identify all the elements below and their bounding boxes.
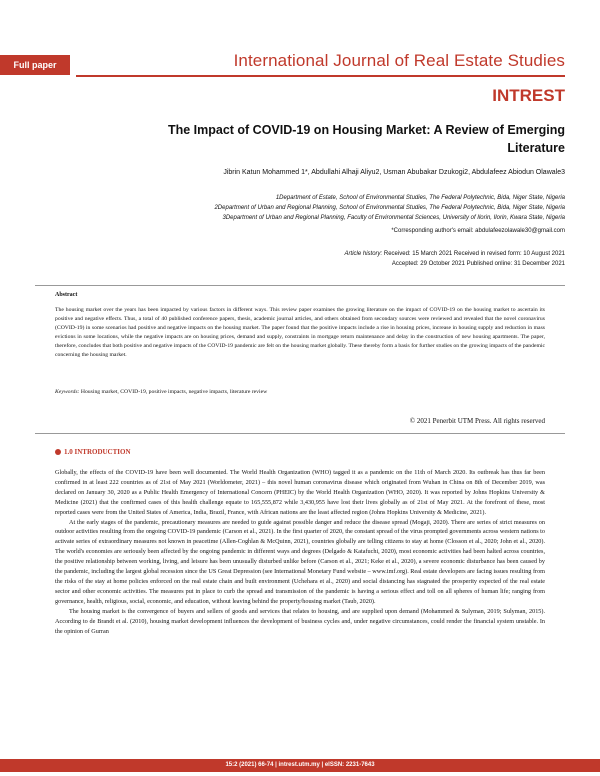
divider [35, 433, 565, 434]
abstract-heading: Abstract [55, 292, 78, 298]
journal-acronym: INTREST [492, 86, 565, 105]
page-footer: 15:2 (2021) 66-74 | intrest.utm.my | eISSN: 2231-7643 [0, 759, 600, 772]
abstract-text: The housing market over the years has been impacted by various factors in different ways. This review paper examines the growing literature on the impact of COVID-19 on the housing market to ascertain its positive and negative effects. Thus, a total of 40 published conference papers, thesis, academic journal articles, and others obtained from secondary sources were reviewed and revealed that the novel coronavirus (COVID-19) in some scenarios had positive and negative impacts on the housing market. The paper found that the positive impacts include a rise in housing prices, increase in housing supply and reduction in mass evictions in some locations, while the negative impacts are on housing prices, demand and supply, constraints in mortgage return maintenance and delay in the construction of new housing apartments. The paper, therefore, concludes that both positive and negative impacts of the COVID-19 pandemic are felt on the housing market globally. These thereby form a basis for further studies on the growing impacts of the pandemic concerning the housing market. [55, 307, 545, 358]
author-list: Jibrin Katun Mohammed 1*, Abdullahi Alhaji Aliyu2, Usman Abubakar Dzukogi2, Abdulafeez Abiodun Olawale3 [223, 169, 565, 176]
keywords [55, 389, 545, 395]
divider [35, 285, 565, 286]
copyright: © 2021 Penerbit UTM Press. All rights reserved [409, 417, 545, 425]
body-text [55, 468, 545, 636]
affiliation-1: 1Department of Estate, School of Environmental Studies, The Federal Polytechnic, Bida, Niger State, Nigeria [275, 195, 565, 201]
keywords-text: Housing market, COVID-19, positive impacts, negative impacts, literature review [80, 389, 268, 395]
affiliations [25, 193, 565, 223]
affiliation-2: 2Department of Urban and Regional Planning, School of Environmental Studies, The Federal Polytechnic, Bida, Niger State, Nigeria [214, 205, 565, 211]
bullet-icon [55, 449, 61, 455]
paper-title: The Impact of COVID-19 on Housing Market: A Review of Emerging Literature [167, 123, 565, 155]
section-title: 1.0 INTRODUCTION [64, 448, 131, 456]
article-history [25, 249, 565, 269]
history-line-2: Accepted: 29 October 2021 Published online: 31 December 2021 [391, 261, 565, 267]
history-line-1: Received: 15 March 2021 Received in revised form: 10 August 2021 [383, 251, 565, 257]
history-label: Article history: [344, 251, 383, 257]
journal-title: International Journal of Real Estate Studies [233, 51, 565, 70]
paragraph: Globally, the effects of the COVID-19 have been well documented. The World Health Organization (WHO) tagged it as a pandemic on the 11th of March 2020. Its outbreak has thus far been confirmed in at least 222 countries as of 21st of May 2021 (Worldometer, 2021) – this novel human coronavirus disease which originated from Wuhan in China on 8th of December 2019, was declared on January 30, 2020 as a Public Health Emergency of International Concern (PHEIC) by the World Health Organization (WHO, 2020). It was reported by Johns Hopkins University & Medicine (2021) that the confirmed cases of this health challenge equate to 165,555,872 while 3,430,955 have lost their lives globally as of 21st of May 2021. At the forefront of these, most reported cases were from the United States of America, India, Brazil, France, with African nations are the least affected region (Johns Hopkins University & Medicine, 2021). [55, 469, 545, 516]
affiliation-3: 3Department of Urban and Regional Planning, Faculty of Environmental Sciences, University of Ilorin, Ilorin, Kwara State, Nigeria [222, 215, 565, 221]
section-heading [55, 448, 131, 456]
keywords-label: Keywords: [55, 389, 80, 395]
paragraph: The housing market is the convergence of buyers and sellers of goods and services that relates to housing, and are supplied upon demand (Mohammed & Sulyman, 2019; Sulyman, 2015). According to de Brandt et al. (2010), housing market development influences the development of business cycles and, under negative circumstances, could render the financial system unstable. In the opinion of Gurran [55, 607, 545, 635]
header-rule [76, 75, 565, 77]
corresponding-email: *Corresponding author's email: abdulafeezolawale30@gmail.com [391, 228, 565, 234]
paragraph: At the early stages of the pandemic, precautionary measures are needed to guide against possible danger and reduce the disease spread (Mogaji, 2020). There are series of strict measures on outdoor activities resulting from the ongoing COVID-19 pandemic (Carson et al., 2021). In the first quarter of 2020, the constant spread of the virus prompted governments across western nations to activate series of extraordinary measures not known in peacetime (Allen-Coghlan & McQuinn, 2021), countries globally are telling citizens to stay at home (Closson et al., 2020; John et al., 2020). The world's economies are seriously been affected by the ongoing pandemic in different ways and degrees (Delgado & Katafuchi, 2020), most economic activities had been halted across countries, the positive relationship between working, living, and leisure has been unusually disturbed unlike before (Carson et al., 2021; Keke et al., 2020), a severe economic disturbance has been caused by the pandemic, including the largest global recession since the US Great Depression (see International Monetary Fund website – www.imf.org). Real estate developers are facing issues resulting from the risks of the stay at home policies enforced on the real estate chain and built environment (Uchehara et al., 2020) and social distancing has stagnated the prosperity expected of the real estate sector and other economic activities. The measures put in place to curb the spread and transmission of the pandemic is having a serious effect and toll on all spheres of human life; ranging from governance, health, religious, social, economic, and education, without leaving behind the property/housing market (Taub, 2020). [55, 518, 545, 605]
full-paper-label: Full paper [0, 55, 70, 75]
